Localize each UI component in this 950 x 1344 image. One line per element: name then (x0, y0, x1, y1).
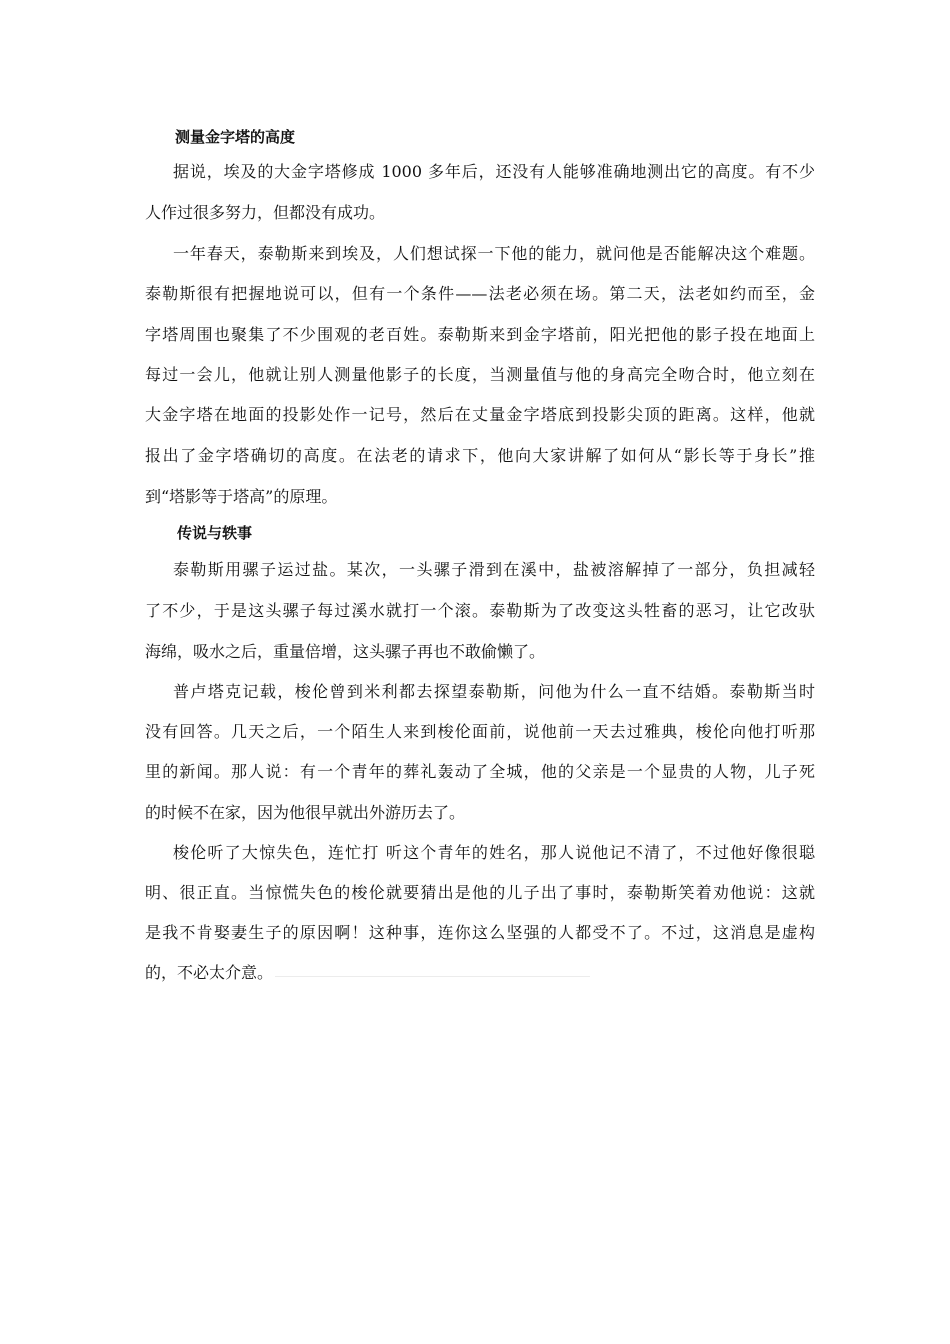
paragraph-line: 海绵，吸水之后，重量倍增，这头骡子再也不敢偷懒了。 (145, 642, 546, 661)
paragraph-line: 大金字塔在地面的投影处作一记号，然后在丈量金字塔底到投影尖顶的距离。这样，他就 (145, 405, 815, 424)
paragraph-line: 的，不必太介意。 (145, 963, 274, 982)
paragraph-line: 的时候不在家，因为他很早就出外游历去了。 (145, 803, 466, 822)
paragraph-line: 里的新闻。那人说：有一个青年的葬礼轰动了全城，他的父亲是一个显贵的人物，儿子死 (145, 762, 815, 781)
paragraph-line: 据说，埃及的大金字塔修成 1000 多年后，还没有人能够准确地测出它的高度。有不少 (173, 162, 815, 181)
paragraph-line: 泰勒斯很有把握地说可以，但有一个条件——法老必须在场。第二天，法老如约而至，金 (145, 284, 815, 303)
paragraph-line: 了不少，于是这头骡子每过溪水就打一个滚。泰勒斯为了改变这头牲畜的恶习，让它改驮 (145, 601, 815, 620)
paragraph-line: 报出了金字塔确切的高度。在法老的请求下，他向大家讲解了如何从“影长等于身长”推 (145, 446, 815, 465)
section-heading-pyramid: 测量金字塔的高度 (175, 128, 296, 146)
paragraph-line: 一年春天，泰勒斯来到埃及，人们想试探一下他的能力，就问他是否能解决这个难题。 (173, 244, 815, 263)
section-heading-legends: 传说与轶事 (177, 524, 253, 542)
paragraph-line: 普卢塔克记载，梭伦曾到米利都去探望泰勒斯，问他为什么一直不结婚。泰勒斯当时 (173, 682, 815, 701)
paragraph-line: 是我不肯娶妻生子的原因啊！这种事，连你这么坚强的人都受不了。不过，这消息是虚构 (145, 923, 815, 942)
paragraph-line: 明、很正直。当惊慌失色的梭伦就要猜出是他的儿子出了事时，泰勒斯笑着劝他说：这就 (145, 883, 815, 902)
faint-rule (275, 976, 590, 977)
paragraph-line: 梭伦听了大惊失色，连忙打 听这个青年的姓名，那人说他记不清了，不过他好像很聪 (173, 843, 815, 862)
paragraph-line: 没有回答。几天之后，一个陌生人来到梭伦面前，说他前一天去过雅典，梭伦向他打听那 (145, 722, 815, 741)
paragraph-line: 人作过很多努力，但都没有成功。 (145, 203, 386, 222)
paragraph-line: 泰勒斯用骡子运过盐。某次，一头骡子滑到在溪中，盐被溶解掉了一部分，负担减轻 (173, 560, 815, 579)
paragraph-line: 每过一会儿，他就让别人测量他影子的长度，当测量值与他的身高完全吻合时，他立刻在 (145, 365, 815, 384)
paragraph-line: 字塔周围也聚集了不少围观的老百姓。泰勒斯来到金字塔前，阳光把他的影子投在地面上 (145, 325, 815, 344)
paragraph-line: 到“塔影等于塔高”的原理。 (145, 487, 338, 506)
